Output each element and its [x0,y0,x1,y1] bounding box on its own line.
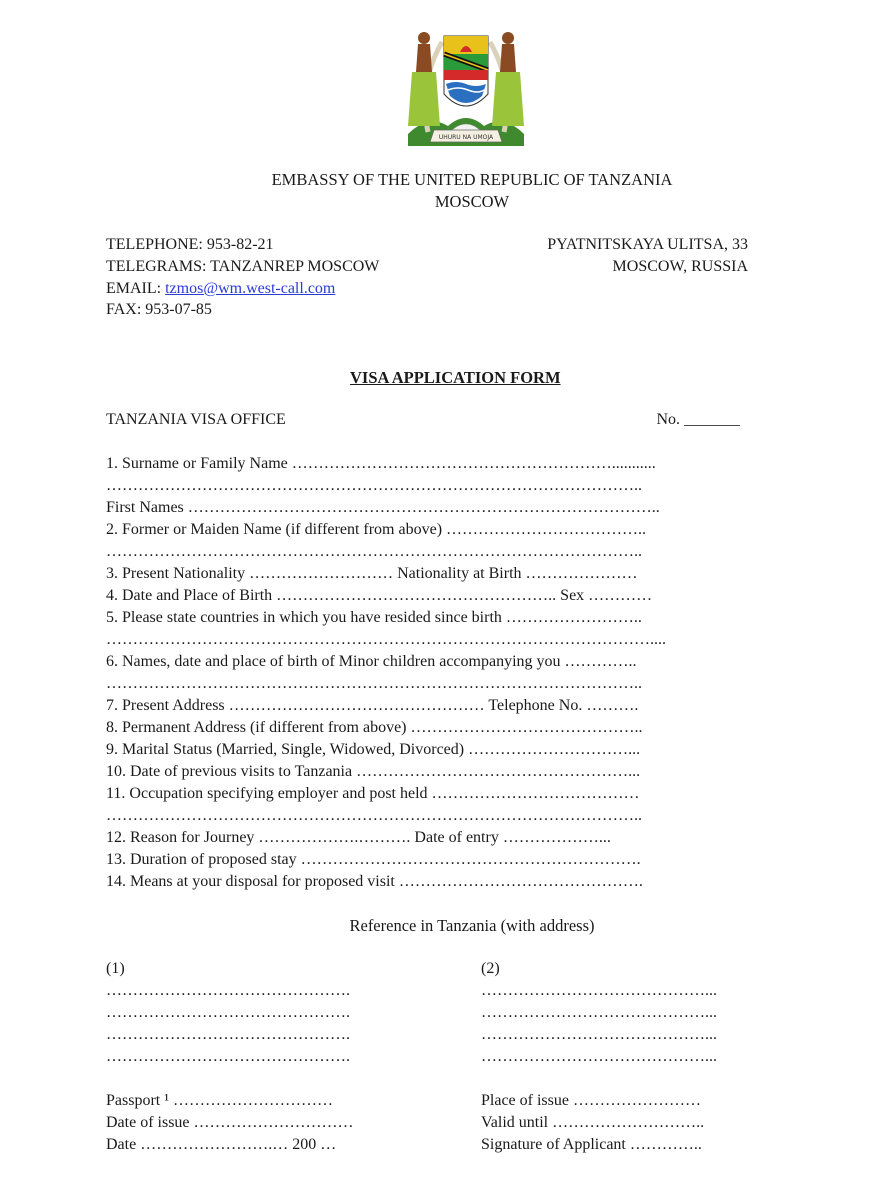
reference-2-line[interactable]: ……………………………………... [481,1048,717,1065]
field-countries-resided[interactable]: 5. Please state countries in which you have resided since birth …………………….. [106,609,642,626]
field-first-names[interactable]: First Names …………………………………………………………………………….. [106,499,660,516]
telephone-text: TELEPHONE: 953-82-21 [106,236,274,253]
embassy-city: MOSCOW [434,192,510,211]
email-label: EMAIL: [106,280,166,297]
field-valid-until[interactable]: Valid until ……………………….. [481,1114,705,1131]
reference-1-line[interactable]: ………………………………………. [106,1026,350,1043]
reference-1-line[interactable]: ………………………………………. [106,1048,350,1065]
embassy-title: EMBASSY OF THE UNITED REPUBLIC OF TANZANIA [271,170,673,189]
field-date-of-issue[interactable]: Date of issue ………………………… [106,1114,354,1131]
field-place-of-issue[interactable]: Place of issue …………………… [481,1092,701,1109]
field-date-place-birth[interactable]: 4. Date and Place of Birth …………………………………………….. Sex ………… [106,587,653,604]
crest-motto: UHURU NA UMOJA [438,134,494,141]
reference-2-line[interactable]: ……………………………………... [481,1026,717,1043]
field-minor-children-cont[interactable]: ……………………………………………………………………………………….. [106,675,642,692]
address-line-2: MOSCOW, RUSSIA [612,258,748,275]
field-occupation[interactable]: 11. Occupation specifying employer and post held ………………………………… [106,785,640,802]
field-date[interactable]: Date …………………….… 200 … [106,1136,337,1153]
field-minor-children[interactable]: 6. Names, date and place of birth of Minor children accompanying you ………….. [106,653,637,670]
field-means-disposal[interactable]: 14. Means at your disposal for proposed visit ………………………………………. [106,873,643,890]
field-countries-resided-cont[interactable]: ………………………………………………………………………………………….... [106,631,666,648]
field-permanent-address[interactable]: 8. Permanent Address (if different from above) …………………………………….. [106,719,643,736]
field-former-name[interactable]: 2. Former or Maiden Name (if different from above) ……………………………….. [106,521,647,538]
reference-2-label: (2) [481,960,500,977]
email-link[interactable]: tzmos@wm.west-call.com [165,280,336,297]
field-passport[interactable]: Passport ¹ ………………………… [106,1092,334,1109]
form-title: VISA APPLICATION FORM [350,368,561,387]
field-surname[interactable]: 1. Surname or Family Name ……………………………………………………........... [106,455,656,472]
form-number-field[interactable]: No. _______ [656,411,740,428]
fax-text: FAX: 953-07-85 [106,301,212,318]
address-line-1: PYATNITSKAYA ULITSA, 33 [547,236,748,253]
field-nationality[interactable]: 3. Present Nationality ……………………… Nationality at Birth ………………… [106,565,638,582]
reference-1-label: (1) [106,960,125,977]
field-reason-journey[interactable]: 12. Reason for Journey ……………….………. Date of entry ………………... [106,829,611,846]
field-previous-visits[interactable]: 10. Date of previous visits to Tanzania ……………………………………………... [106,763,641,780]
field-duration-stay[interactable]: 13. Duration of proposed stay ………………………………………………………. [106,851,641,868]
reference-2-line[interactable]: ……………………………………... [481,1004,717,1021]
coat-of-arms-emblem [398,14,534,154]
field-surname-cont[interactable]: ……………………………………………………………………………………….. [106,477,642,494]
reference-2-line[interactable]: ……………………………………... [481,982,717,999]
visa-office-label: TANZANIA VISA OFFICE [106,411,286,428]
field-occupation-cont[interactable]: ……………………………………………………………………………………….. [106,807,642,824]
field-signature[interactable]: Signature of Applicant ………….. [481,1136,702,1153]
field-present-address[interactable]: 7. Present Address ………………………………………… Telephone No. ………. [106,697,639,714]
reference-title: Reference in Tanzania (with address) [349,916,595,935]
reference-1-line[interactable]: ………………………………………. [106,982,350,999]
email-row [106,280,335,298]
telegrams-text: TELEGRAMS: TANZANREP MOSCOW [106,258,380,275]
field-former-name-cont[interactable]: ……………………………………………………………………………………….. [106,543,642,560]
reference-1-line[interactable]: ………………………………………. [106,1004,350,1021]
field-marital-status[interactable]: 9. Marital Status (Married, Single, Widowed, Divorced) …………………………... [106,741,641,758]
